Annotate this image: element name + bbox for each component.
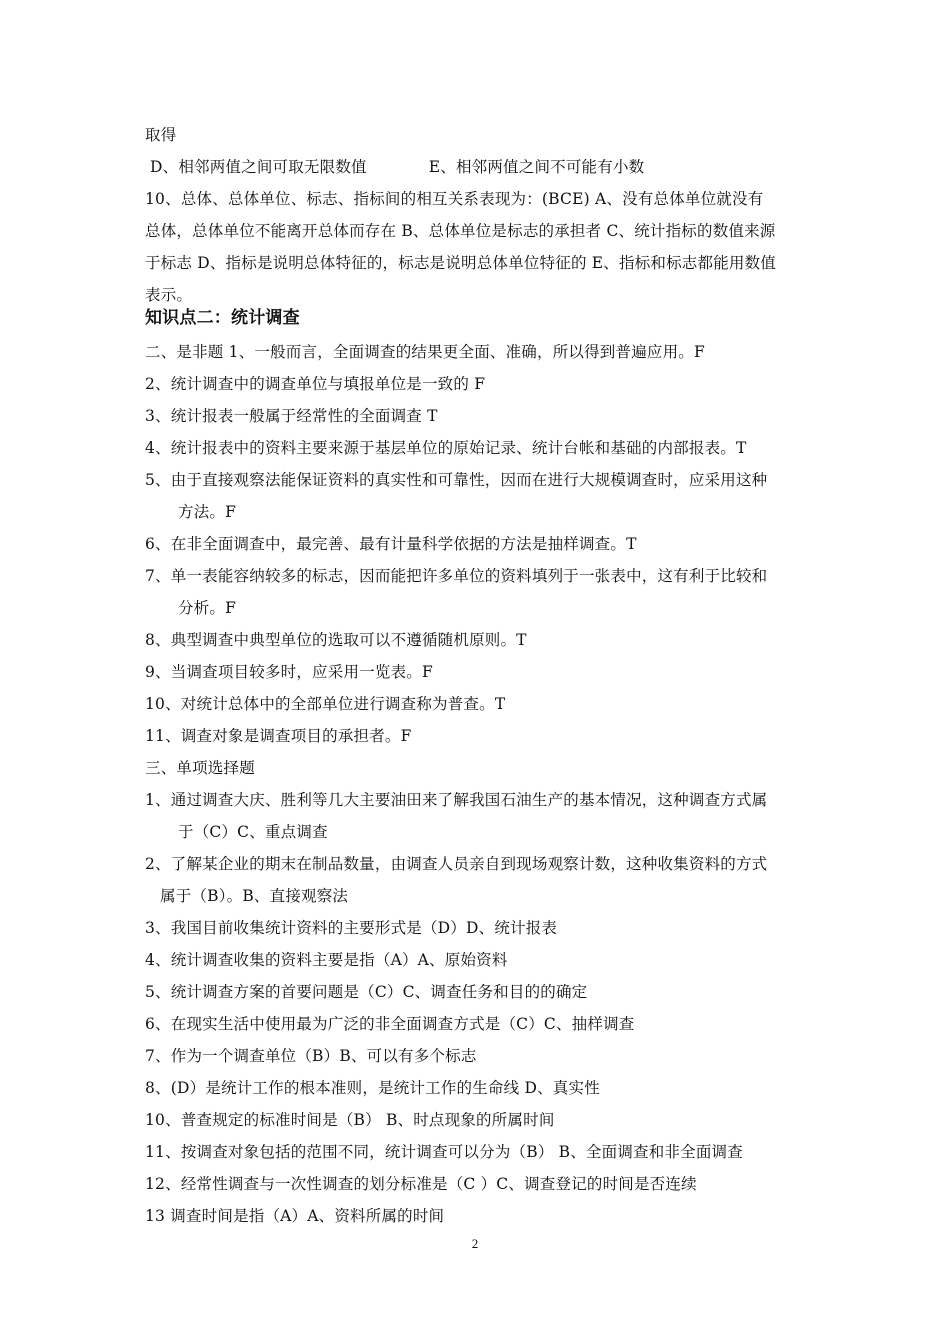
text-line: 表示。 <box>145 286 193 304</box>
option-e: E、相邻两值之间不可能有小数 <box>428 158 645 176</box>
text-line: 3、统计报表一般属于经常性的全面调查 T <box>145 407 438 425</box>
option-d: D、相邻两值之间可取无限数值 <box>150 158 367 176</box>
text-line: 10、对统计总体中的全部单位进行调查称为普查。T <box>145 695 506 713</box>
text-line: 6、在非全面调查中，最完善、最有计量科学依据的方法是抽样调查。T <box>145 535 637 553</box>
text-line: 于标志 D、指标是说明总体特征的，标志是说明总体单位特征的 E、指标和标志都能用数值 <box>145 254 776 272</box>
text-line: 方法。F <box>178 503 237 521</box>
text-line: 9、当调查项目较多时，应采用一览表。F <box>145 663 433 681</box>
text-line: 11、按调查对象包括的范围不同，统计调查可以分为（B） B、全面调查和非全面调查 <box>145 1143 743 1161</box>
text-line: 5、统计调查方案的首要问题是（C）C、调查任务和目的的确定 <box>145 983 588 1001</box>
text-line: 8、典型调查中典型单位的选取可以不遵循随机原则。T <box>145 631 527 649</box>
text-line: 1、通过调查大庆、胜利等几大主要油田来了解我国石油生产的基本情况，这种调查方式属 <box>145 791 768 809</box>
text-line: 12、经常性调查与一次性调查的划分标准是（C ）C、调查登记的时间是否连续 <box>145 1175 697 1193</box>
text-line: 2、统计调查中的调查单位与填报单位是一致的 F <box>145 375 486 393</box>
text-line: 10、普查规定的标准时间是（B） B、时点现象的所属时间 <box>145 1111 555 1129</box>
text-line: 8、(D）是统计工作的根本准则，是统计工作的生命线 D、真实性 <box>145 1079 600 1097</box>
text-line: 总体，总体单位不能离开总体而存在 B、总体单位是标志的承担者 C、统计指标的数值来源 <box>145 222 776 240</box>
text-line: 属于（B）。B、直接观察法 <box>160 887 349 905</box>
text-line: 于（C）C、重点调查 <box>178 823 328 841</box>
text-line: 分析。F <box>178 599 237 617</box>
text-line: 2、了解某企业的期末在制品数量，由调查人员亲自到现场观察计数，这种收集资料的方式 <box>145 855 768 873</box>
text-line: 4、统计调查收集的资料主要是指（A）A、原始资料 <box>145 951 508 969</box>
text-line <box>150 156 820 178</box>
text-line: 3、我国目前收集统计资料的主要形式是（D）D、统计报表 <box>145 919 558 937</box>
text-line: 10、总体、总体单位、标志、指标间的相互关系表现为：(BCE) A、没有总体单位就没有 <box>145 190 764 208</box>
text-line: 7、作为一个调查单位（B）B、可以有多个标志 <box>145 1047 477 1065</box>
text-line: 二、是非题 1、一般而言，全面调查的结果更全面、准确，所以得到普遍应用。F <box>145 343 705 361</box>
section-heading: 知识点二：统计调查 <box>145 308 300 328</box>
text-line: 6、在现实生活中使用最为广泛的非全面调查方式是（C）C、抽样调查 <box>145 1015 635 1033</box>
text-line: 13 调查时间是指（A）A、资料所属的时间 <box>145 1207 445 1225</box>
text-line: 7、单一表能容纳较多的标志，因而能把许多单位的资料填列于一张表中，这有利于比较和 <box>145 567 768 585</box>
text-line: 取得 <box>145 126 177 144</box>
text-line: 5、由于直接观察法能保证资料的真实性和可靠性，因而在进行大规模调查时，应采用这种 <box>145 471 768 489</box>
page-number: 2 <box>471 1236 479 1251</box>
text-line: 11、调查对象是调查项目的承担者。F <box>145 727 412 745</box>
text-line: 三、单项选择题 <box>145 759 255 777</box>
text-line: 4、统计报表中的资料主要来源于基层单位的原始记录、统计台帐和基础的内部报表。T <box>145 439 747 457</box>
